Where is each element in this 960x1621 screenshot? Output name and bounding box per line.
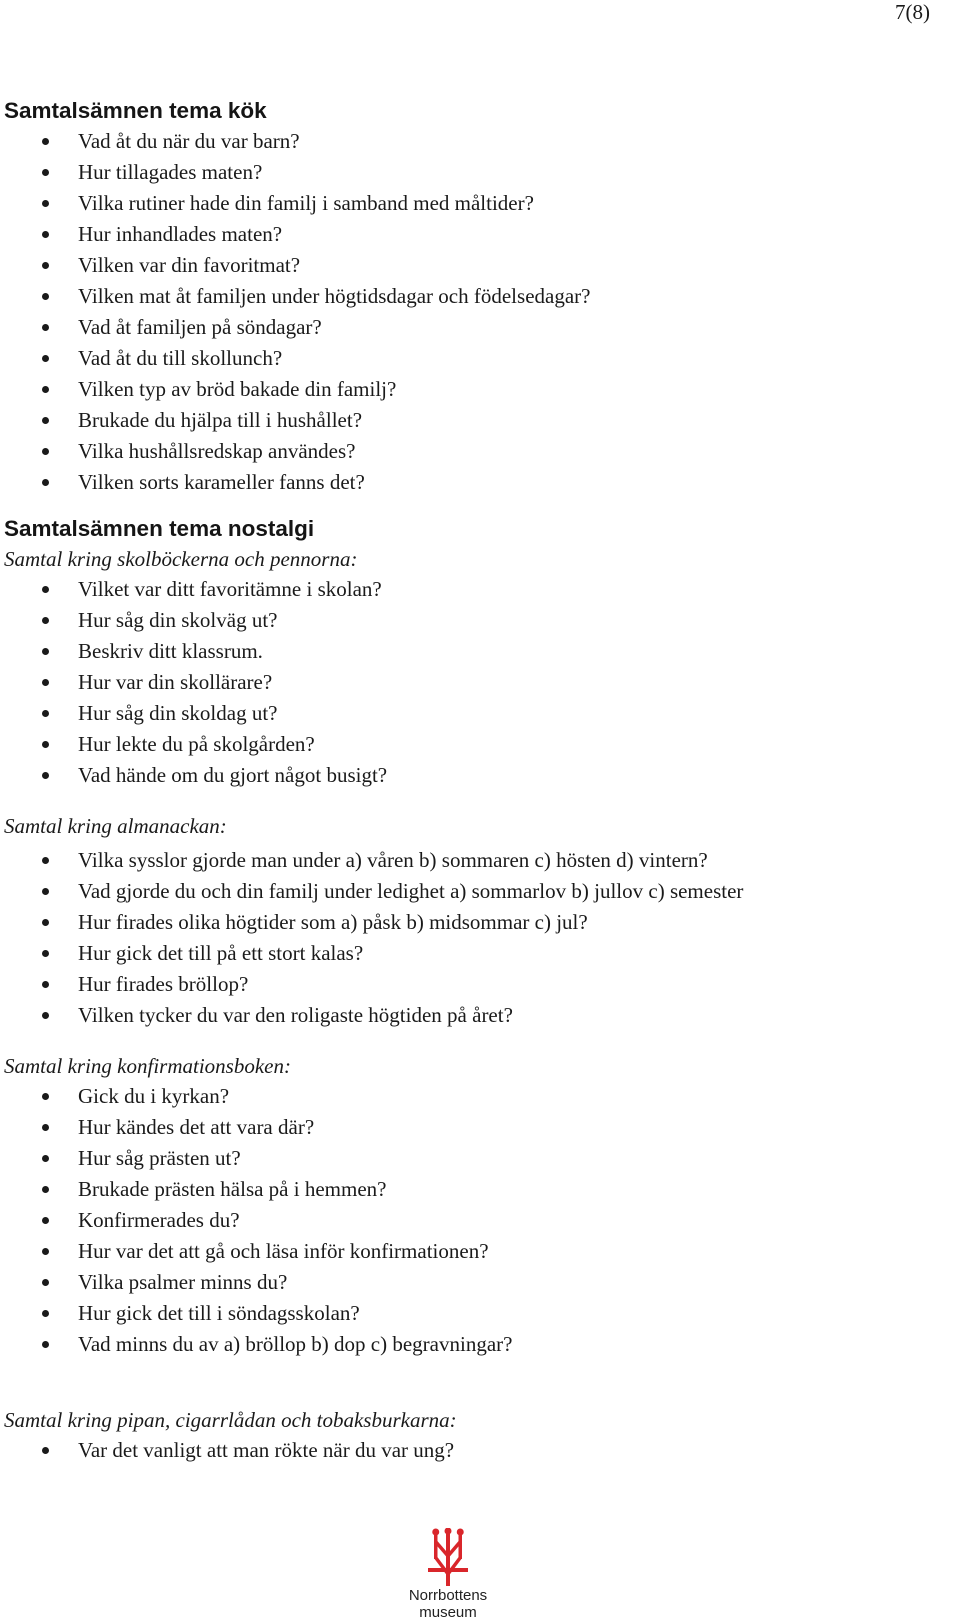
list-item-text: Hur kändes det att vara där? [78, 1115, 315, 1139]
bullet-icon [42, 1447, 49, 1454]
list-item [4, 1298, 944, 1329]
list-item [4, 574, 944, 605]
bullet-icon [42, 1155, 49, 1162]
bullet-icon [42, 1341, 49, 1348]
list-item-text: Hur inhandlades maten? [78, 222, 283, 246]
list-item-text: Vilka hushållsredskap användes? [78, 439, 356, 463]
list-item [4, 969, 944, 1000]
bullet-icon [42, 231, 49, 238]
subheading-konfirmation: Samtal kring konfirmationsboken: [4, 1054, 291, 1078]
bullet-icon [42, 1124, 49, 1131]
list-item-text: Vilket var ditt favoritämne i skolan? [78, 577, 382, 601]
list-item-text: Hur firades bröllop? [78, 972, 249, 996]
list-item [4, 219, 944, 250]
list-item-text: Hur såg din skoldag ut? [78, 701, 278, 725]
list-item-text: Vilka sysslor gjorde man under a) våren b) sommaren c) hösten d) vintern? [78, 848, 708, 872]
list-item [4, 698, 944, 729]
list-item [4, 467, 944, 498]
list-item-text: Hur gick det till på ett stort kalas? [78, 941, 364, 965]
subheading-pipan: Samtal kring pipan, cigarrlådan och tobaksburkarna: [4, 1408, 457, 1432]
list-item-text: Vad åt familjen på söndagar? [78, 315, 322, 339]
bullet-icon [42, 1186, 49, 1193]
bullet-icon [42, 448, 49, 455]
document-body [4, 96, 944, 1466]
list-item [4, 760, 944, 791]
list-item-text: Vad åt du när du var barn? [78, 129, 300, 153]
list-item-text: Vad gjorde du och din familj under ledighet a) sommarlov b) jullov c) semester [78, 879, 744, 903]
bullet-icon [42, 169, 49, 176]
list-item [4, 1081, 944, 1112]
list-item-text: Gick du i kyrkan? [78, 1084, 230, 1108]
list-item-text: Vilken tycker du var den roligaste högtiden på året? [78, 1003, 513, 1027]
bullet-icon [42, 1217, 49, 1224]
list-item [4, 605, 944, 636]
list-item [4, 126, 944, 157]
question-list-kok [4, 126, 944, 498]
list-item [4, 405, 944, 436]
list-item-text: Hur såg prästen ut? [78, 1146, 241, 1170]
bullet-icon [42, 138, 49, 145]
list-item-text: Hur tillagades maten? [78, 160, 263, 184]
list-item-text: Vilka rutiner hade din familj i samband med måltider? [78, 191, 534, 215]
bullet-icon [42, 479, 49, 486]
bullet-icon [42, 950, 49, 957]
list-item [4, 938, 944, 969]
list-item [4, 1143, 944, 1174]
list-item [4, 374, 944, 405]
list-item [4, 845, 944, 876]
bullet-icon [42, 355, 49, 362]
list-item [4, 1112, 944, 1143]
list-item [4, 436, 944, 467]
page-number: 7(8) [895, 0, 930, 24]
list-item-text: Vilken mat åt familjen under högtidsdagar och födelsedagar? [78, 284, 591, 308]
list-item-text: Hur var det att gå och läsa inför konfirmationen? [78, 1239, 489, 1263]
museum-emblem-icon [426, 1528, 470, 1586]
bullet-icon [42, 324, 49, 331]
list-item [4, 1236, 944, 1267]
list-item-text: Var det vanligt att man rökte när du var ung? [78, 1438, 455, 1462]
bullet-icon [42, 648, 49, 655]
logo-text-line1: Norrbottens [408, 1587, 488, 1604]
bullet-icon [42, 981, 49, 988]
bullet-icon [42, 919, 49, 926]
list-item [4, 343, 944, 374]
bullet-icon [42, 1012, 49, 1019]
bullet-icon [42, 1310, 49, 1317]
list-item [4, 1174, 944, 1205]
bullet-icon [42, 710, 49, 717]
list-item [4, 1000, 944, 1031]
list-item [4, 729, 944, 760]
question-list-pipan [4, 1435, 944, 1466]
list-item-text: Konfirmerades du? [78, 1208, 240, 1232]
list-item-text: Vilken typ av bröd bakade din familj? [78, 377, 397, 401]
list-item-text: Vilken var din favoritmat? [78, 253, 301, 277]
list-item [4, 250, 944, 281]
list-item-text: Vad minns du av a) bröllop b) dop c) begravningar? [78, 1332, 513, 1356]
list-item-text: Beskriv ditt klassrum. [78, 639, 263, 663]
bullet-icon [42, 586, 49, 593]
list-item-text: Brukade du hjälpa till i hushållet? [78, 408, 363, 432]
list-item-text: Brukade prästen hälsa på i hemmen? [78, 1177, 387, 1201]
list-item [4, 1329, 944, 1360]
question-list-almanackan [4, 845, 944, 1031]
list-item-text: Hur var din skollärare? [78, 670, 273, 694]
section-heading-nostalgi: Samtalsämnen tema nostalgi [4, 516, 315, 541]
list-item [4, 1267, 944, 1298]
list-item [4, 876, 944, 907]
list-item [4, 667, 944, 698]
subheading-almanackan: Samtal kring almanackan: [4, 814, 227, 838]
bullet-icon [42, 1279, 49, 1286]
list-item-text: Vilken sorts karameller fanns det? [78, 470, 365, 494]
bullet-icon [42, 262, 49, 269]
bullet-icon [42, 417, 49, 424]
bullet-icon [42, 1093, 49, 1100]
bullet-icon [42, 741, 49, 748]
bullet-icon [42, 857, 49, 864]
question-list-skolbocker [4, 574, 944, 791]
bullet-icon [42, 293, 49, 300]
section-heading-kok: Samtalsämnen tema kök [4, 98, 267, 123]
bullet-icon [42, 200, 49, 207]
list-item [4, 907, 944, 938]
list-item [4, 636, 944, 667]
list-item [4, 312, 944, 343]
museum-logo [400, 1528, 496, 1620]
logo-text-line2: museum [419, 1604, 477, 1621]
list-item [4, 1205, 944, 1236]
bullet-icon [42, 1248, 49, 1255]
list-item-text: Hur såg din skolväg ut? [78, 608, 278, 632]
list-item-text: Vilka psalmer minns du? [78, 1270, 288, 1294]
bullet-icon [42, 617, 49, 624]
subheading-skolbocker: Samtal kring skolböckerna och pennorna: [4, 547, 358, 571]
bullet-icon [42, 386, 49, 393]
list-item [4, 188, 944, 219]
list-item-text: Vad åt du till skollunch? [78, 346, 283, 370]
bullet-icon [42, 679, 49, 686]
list-item [4, 1435, 944, 1466]
bullet-icon [42, 772, 49, 779]
bullet-icon [42, 888, 49, 895]
list-item [4, 281, 944, 312]
list-item-text: Hur lekte du på skolgården? [78, 732, 315, 756]
list-item [4, 157, 944, 188]
list-item-text: Hur gick det till i söndagsskolan? [78, 1301, 360, 1325]
question-list-konfirmation [4, 1081, 944, 1360]
list-item-text: Hur firades olika högtider som a) påsk b) midsommar c) jul? [78, 910, 588, 934]
list-item-text: Vad hände om du gjort något busigt? [78, 763, 388, 787]
